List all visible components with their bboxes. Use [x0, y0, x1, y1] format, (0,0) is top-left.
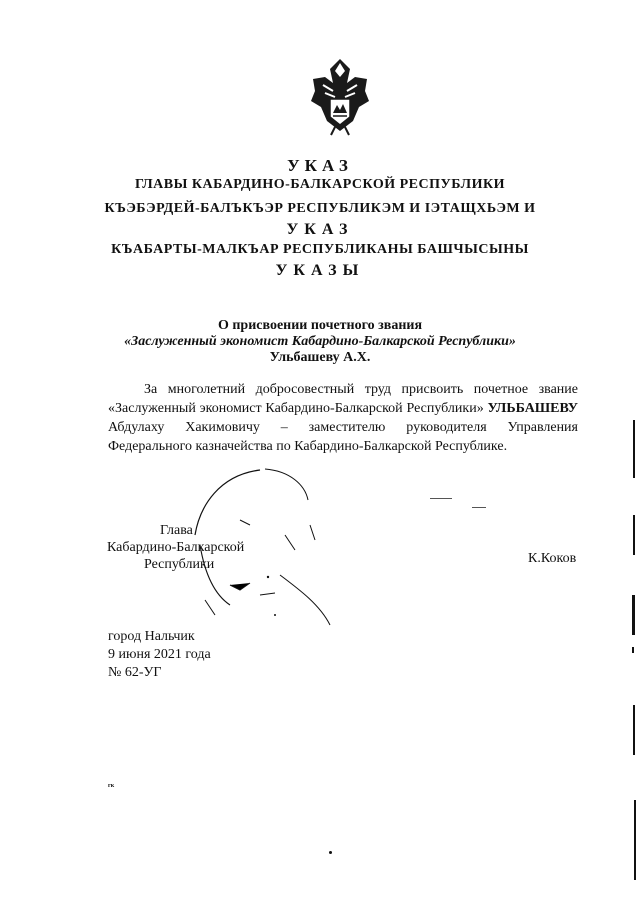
- scan-speck: [329, 851, 332, 854]
- scan-dash: [430, 498, 452, 499]
- subject-line-2: «Заслуженный экономист Кабардино-Балкарской Республики»: [124, 334, 516, 349]
- decree-title-kabardian: УКАЗ: [286, 221, 354, 238]
- decree-date: 9 июня 2021 года: [108, 647, 211, 662]
- body-intro: За многолетний добросовестный труд присвоить почетное звание «Заслуженный экономист Кабардино-Балкарской Республики»: [108, 382, 578, 416]
- issuer-balkar: КЪАБАРТЫ-МАЛКЪАР РЕСПУБЛИКАНЫ БАШЧЫСЫНЫ: [111, 242, 529, 257]
- scan-dash: [472, 507, 486, 508]
- signature-title-line3: Республики: [144, 557, 215, 572]
- decree-body: [108, 380, 578, 456]
- body-surname: УЛЬБАШЕВУ: [487, 401, 578, 416]
- decree-title: УКАЗ: [287, 156, 353, 175]
- issuer-kabardian: КЪЭБЭРДЕЙ-БАЛЪКЪЭР РЕСПУБЛИКЭМ И ІЭТАЩХЬЭМ И: [104, 201, 536, 216]
- decree-title-balkar: УКАЗЫ: [275, 262, 365, 279]
- issuer-russian: ГЛАВЫ КАБАРДИНО-БАЛКАРСКОЙ РЕСПУБЛИКИ: [134, 177, 506, 192]
- scan-edge-mark: [632, 595, 635, 635]
- decree-number: № 62-УГ: [108, 665, 162, 680]
- subject-line-3: Ульбашеву А.Х.: [269, 350, 371, 365]
- decree-place-date: [108, 628, 211, 682]
- signature-title-line2: Кабардино-Балкарской: [107, 540, 245, 555]
- coat-of-arms-emblem: [305, 55, 375, 137]
- subject-line-1: О присвоении почетного звания: [217, 318, 423, 333]
- body-rest: Абдулаху Хакимовичу – заместителю руководителя Управления Федерального казначейства по Кабардино-Балкарской Республике.: [108, 420, 578, 454]
- scan-edge-mark: [633, 420, 635, 478]
- decree-city: город Нальчик: [108, 629, 195, 644]
- scan-edge-mark: [633, 515, 635, 555]
- decree-subject: [0, 318, 640, 366]
- document-mark: гк: [108, 783, 115, 789]
- scan-edge-mark: [633, 705, 635, 755]
- signature-title-line1: Глава: [160, 523, 193, 538]
- signer-name: К.Коков: [528, 551, 577, 566]
- scan-edge-mark: [632, 647, 634, 653]
- scan-edge-mark: [634, 800, 636, 880]
